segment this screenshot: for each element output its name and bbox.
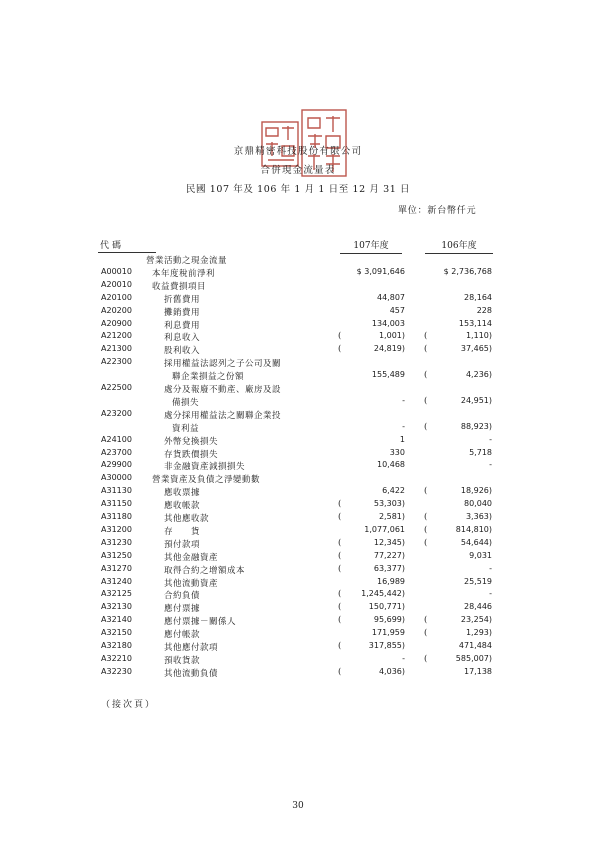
- value-107: 24,819): [373, 344, 405, 354]
- row-code: A31200: [101, 524, 132, 534]
- value-106: 5,718: [469, 447, 492, 457]
- row-label: 利息收入: [164, 333, 201, 344]
- value-106: 28,164: [464, 292, 492, 302]
- table-row: [0, 525, 596, 537]
- value-107: 2,581): [378, 512, 405, 521]
- row-label: 其他流動負債: [164, 668, 219, 679]
- negative-paren: (: [338, 550, 342, 561]
- negative-paren: (: [338, 331, 342, 342]
- row-label: 股利收入: [164, 346, 201, 357]
- row-code: A22300: [101, 357, 132, 367]
- table-row: [0, 306, 596, 318]
- table-row: [0, 486, 596, 498]
- negative-paren: (: [424, 370, 428, 381]
- negative-paren: (: [338, 563, 342, 574]
- table-row: [0, 602, 596, 614]
- value-107: 1,001): [378, 331, 405, 341]
- row-code: A20900: [101, 318, 132, 328]
- negative-paren: (: [424, 512, 428, 522]
- value-107: 1: [399, 434, 405, 444]
- value-107: -: [402, 653, 405, 663]
- negative-paren: (: [424, 486, 428, 497]
- row-label: 營業資產及負債之淨變動數: [152, 475, 261, 486]
- value-106: 1,293): [465, 628, 492, 638]
- value-107: 10,468: [377, 460, 405, 470]
- page-number: 30: [292, 801, 304, 811]
- negative-paren: (: [424, 524, 428, 535]
- value-106: -: [489, 460, 492, 470]
- value-107: -: [402, 421, 405, 431]
- row-code: A31180: [101, 512, 132, 521]
- value-106: 1,110): [465, 331, 492, 341]
- table-row: [0, 254, 596, 266]
- value-107: 4,036): [378, 666, 405, 676]
- value-106: -: [489, 434, 492, 444]
- value-106: 37,465): [460, 344, 492, 354]
- negative-paren: (: [424, 395, 428, 406]
- row-code: A21300: [101, 344, 132, 354]
- table-row: [0, 577, 596, 589]
- table-row: [0, 499, 596, 511]
- value-107: $ 3,091,646: [356, 266, 405, 276]
- column-header-code: 代碼: [100, 241, 125, 251]
- row-label: 應付票據: [164, 604, 201, 615]
- negative-paren: (: [424, 653, 428, 664]
- value-106: 153,114: [458, 318, 492, 328]
- value-106: 471,484: [458, 641, 492, 650]
- row-code: A23200: [101, 408, 132, 418]
- value-107: 1,077,061: [364, 524, 405, 534]
- value-107: 44,807: [377, 292, 405, 302]
- row-code: A00010: [101, 266, 132, 276]
- row-label: 處分及報廢不動產、廠房及設: [164, 385, 282, 395]
- row-code: A30000: [101, 473, 132, 483]
- value-106: 814,810): [455, 524, 492, 534]
- table-row: [0, 460, 596, 472]
- negative-paren: (: [424, 331, 428, 342]
- row-label: 本年度稅前淨利: [152, 268, 216, 279]
- row-label: 預收貨款: [164, 655, 201, 666]
- value-107: 95,699): [373, 615, 405, 625]
- row-label: 攤銷費用: [164, 307, 201, 318]
- row-label: 應收帳款: [164, 501, 201, 512]
- row-label: 營業活動之現金流量: [146, 256, 228, 266]
- table-row: [0, 370, 596, 382]
- row-label: 折舊費用: [164, 294, 201, 305]
- row-label: 其他應付款項: [164, 643, 219, 653]
- table-row: [0, 538, 596, 550]
- table-row: [0, 435, 596, 447]
- row-code: A32125: [101, 589, 132, 599]
- row-code: A31130: [101, 486, 132, 496]
- company-name: 京鼎精密科技股份有限公司: [233, 146, 363, 157]
- value-106: -: [489, 563, 492, 573]
- row-label: 非金融資產減損損失: [164, 462, 246, 473]
- row-code: A31250: [101, 550, 132, 560]
- row-label: 存貨跌價損失: [164, 449, 219, 460]
- row-label: 外幣兌換損失: [164, 436, 219, 447]
- table-row: [0, 267, 596, 279]
- row-code: A24100: [101, 434, 132, 444]
- row-label: 其他流動資產: [164, 578, 219, 589]
- table-row: [0, 319, 596, 331]
- row-label: 聯企業損益之份額: [172, 372, 245, 383]
- row-label: 處分採用權益法之關聯企業投: [164, 410, 282, 421]
- row-code: A20200: [101, 305, 132, 315]
- row-code: A20010: [101, 279, 132, 289]
- row-code: A32140: [101, 615, 132, 625]
- value-106: -: [489, 589, 492, 599]
- table-row: [0, 473, 596, 485]
- continued-note: （接次頁）: [101, 700, 157, 710]
- row-code: A32150: [101, 628, 132, 638]
- negative-paren: (: [338, 589, 342, 600]
- value-107: 6,422: [382, 486, 405, 496]
- value-106: 25,519: [464, 576, 492, 586]
- value-106: 23,254): [460, 615, 492, 625]
- table-row: [0, 396, 596, 408]
- statement-period: 民國 107 年及 106 年 1 月 1 日至 12 月 31 日: [185, 184, 411, 195]
- row-code: A31150: [101, 499, 132, 509]
- value-107: 330: [389, 447, 405, 457]
- table-row: [0, 628, 596, 640]
- negative-paren: (: [424, 421, 428, 432]
- negative-paren: (: [338, 344, 342, 355]
- table-row: [0, 589, 596, 601]
- column-header-107: 107年度: [340, 238, 402, 254]
- row-label: 其他金融資產: [164, 552, 219, 563]
- value-107: 1,245,442): [361, 589, 405, 599]
- table-row: [0, 448, 596, 460]
- row-code: A22500: [101, 383, 132, 392]
- value-107: 317,855): [368, 641, 405, 650]
- value-106: $ 2,736,768: [443, 266, 492, 276]
- value-107: 77,227): [373, 550, 405, 560]
- table-row: [0, 564, 596, 576]
- negative-paren: (: [338, 512, 342, 522]
- row-code: A31240: [101, 576, 132, 586]
- row-code: A21200: [101, 331, 132, 341]
- table-row: [0, 357, 596, 369]
- value-106: 80,040: [464, 499, 492, 509]
- value-106: 3,363): [465, 512, 492, 521]
- value-106: 9,031: [469, 550, 492, 560]
- row-label: 其他應收款: [164, 514, 210, 524]
- negative-paren: (: [338, 499, 342, 510]
- row-code: A32210: [101, 653, 132, 663]
- value-106: 54,644): [460, 537, 492, 547]
- value-106: 18,926): [460, 486, 492, 496]
- table-row: [0, 344, 596, 356]
- table-row: [0, 667, 596, 679]
- table-row: [0, 331, 596, 343]
- row-code: A23700: [101, 447, 132, 457]
- negative-paren: (: [424, 615, 428, 626]
- table-row: [0, 641, 596, 653]
- value-107: 171,959: [371, 628, 405, 638]
- value-106: 585,007): [455, 653, 492, 663]
- statement-title: 合併現金流量表: [260, 165, 336, 176]
- row-label: 備損失: [172, 397, 200, 408]
- table-row: [0, 280, 596, 292]
- table-row: [0, 422, 596, 434]
- negative-paren: (: [338, 666, 342, 677]
- row-code: A20100: [101, 292, 132, 302]
- negative-paren: (: [424, 537, 428, 548]
- value-107: 134,003: [371, 318, 405, 328]
- value-107: 12,345): [373, 537, 405, 547]
- value-107: -: [402, 395, 405, 405]
- row-code: A32180: [101, 641, 132, 650]
- value-107: 457: [389, 305, 405, 315]
- table-row: [0, 615, 596, 627]
- row-label: 收益費損項目: [152, 281, 207, 292]
- row-label: 利息費用: [164, 320, 201, 331]
- row-label: 應收票據: [164, 488, 201, 499]
- value-106: 4,236): [465, 370, 492, 380]
- negative-paren: (: [424, 628, 428, 639]
- value-107: 63,377): [373, 563, 405, 573]
- row-code: A31230: [101, 537, 132, 547]
- row-label: 應付帳款: [164, 630, 201, 641]
- row-label: 採用權益法認列之子公司及關: [164, 359, 282, 370]
- value-107: 150,771): [368, 602, 405, 612]
- row-code: A32130: [101, 602, 132, 612]
- negative-paren: (: [424, 344, 428, 355]
- value-106: 17,138: [464, 666, 492, 676]
- table-row: [0, 551, 596, 563]
- row-label: 存 貨: [164, 526, 201, 537]
- table-row: [0, 512, 596, 524]
- value-106: 88,923): [460, 421, 492, 431]
- value-106: 228: [476, 305, 492, 315]
- value-107: 155,489: [371, 370, 405, 380]
- table-row: [0, 293, 596, 305]
- table-row: [0, 654, 596, 666]
- negative-paren: (: [338, 641, 342, 651]
- value-107: 16,989: [377, 576, 405, 586]
- value-106: 24,951): [460, 395, 492, 405]
- row-label: 合約負債: [164, 591, 201, 602]
- row-label: 應付票據－關係人: [164, 617, 237, 628]
- currency-unit: 單位：新台幣仟元: [398, 206, 477, 216]
- negative-paren: (: [338, 537, 342, 548]
- table-row: [0, 409, 596, 421]
- row-label: 資利益: [172, 423, 200, 434]
- row-label: 預付款項: [164, 539, 201, 550]
- negative-paren: (: [338, 602, 342, 613]
- value-106: 28,446: [464, 602, 492, 612]
- negative-paren: (: [338, 615, 342, 626]
- row-code: A32230: [101, 666, 132, 676]
- row-label: 取得合約之增額成本: [164, 565, 246, 576]
- row-code: A29900: [101, 460, 132, 470]
- row-code: A31270: [101, 563, 132, 573]
- table-row: [0, 383, 596, 395]
- value-107: 53,303): [373, 499, 405, 509]
- column-header-106: 106年度: [425, 238, 493, 254]
